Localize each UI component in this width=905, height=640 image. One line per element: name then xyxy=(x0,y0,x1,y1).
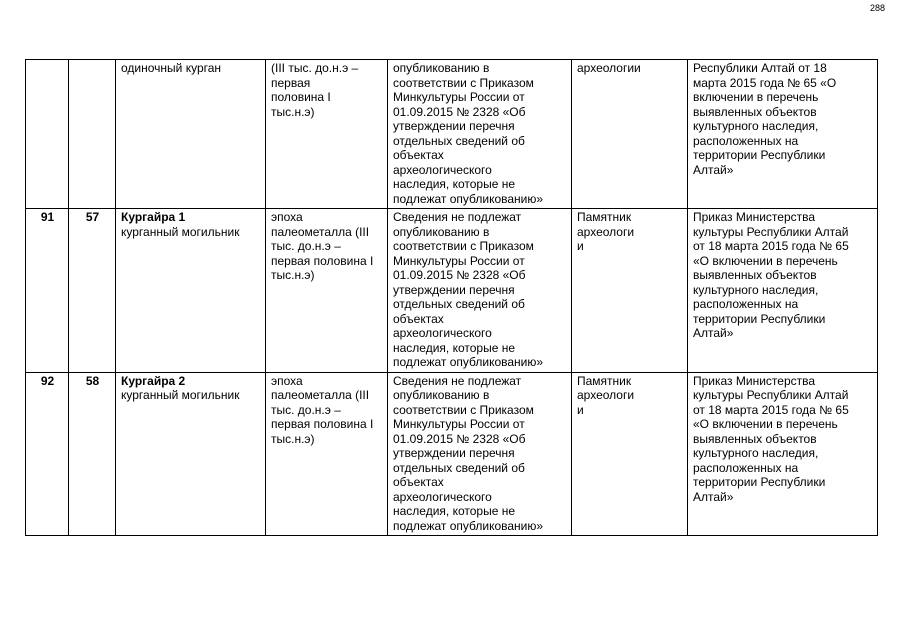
cell-category: археологии xyxy=(572,60,688,209)
cell-sub-number: 57 xyxy=(69,209,116,373)
cell-document: Приказ Министерства культуры Республики Алтай от 18 марта 2015 года № 65 «О включении в перечень выявленных объектов культурного наследия, расположенных на территории Республики Алтай» xyxy=(688,372,878,536)
heritage-registry-table xyxy=(25,59,878,536)
cell-dating: эпоха палеометалла (III тыс. до.н.э – первая половина I тыс.н.э) xyxy=(266,372,388,536)
cell-document: Приказ Министерства культуры Республики Алтай от 18 марта 2015 года № 65 «О включении в перечень выявленных объектов культурного наследия, расположенных на территории Республики Алтай» xyxy=(688,209,878,373)
table-row xyxy=(26,60,878,209)
cell-dating: эпоха палеометалла (III тыс. до.н.э – первая половина I тыс.н.э) xyxy=(266,209,388,373)
cell-category: Памятник археологи и xyxy=(572,209,688,373)
object-type: курганный могильник xyxy=(121,388,240,402)
object-title: Кургайра 1 xyxy=(121,210,186,224)
cell-document: Республики Алтай от 18 марта 2015 года № 65 «О включении в перечень выявленных объектов культурного наследия, расположенных на территории Республики Алтай» xyxy=(688,60,878,209)
cell-location-info: Сведения не подлежат опубликованию в соответствии с Приказом Минкультуры России от 01.09.2015 № 2328 «Об утверждении перечня отдельных сведений об объектах археологического наследия, которые не подлежат опубликованию» xyxy=(388,372,572,536)
table-row xyxy=(26,372,878,536)
object-type: курганный могильник xyxy=(121,224,240,239)
cell-location-info: опубликованию в соответствии с Приказом Минкультуры России от 01.09.2015 № 2328 «Об утверждении перечня отдельных сведений об объектах археологического наследия, которые не подлежат опубликованию» xyxy=(388,60,572,209)
cell-dating: (III тыс. до.н.э – первая половина I тыс.н.э) xyxy=(266,60,388,209)
cell-object-name xyxy=(116,209,266,373)
cell-sub-number: 58 xyxy=(69,372,116,536)
object-title: Кургайра 2 xyxy=(121,373,186,388)
cell-object-name xyxy=(116,372,266,536)
cell-location-info: Сведения не подлежат опубликованию в соответствии с Приказом Минкультуры России от 01.09.2015 № 2328 «Об утверждении перечня отдельных сведений об объектах археологического наследия, которые не подлежат опубликованию» xyxy=(388,209,572,373)
cell-number: 91 xyxy=(26,209,69,373)
cell-category: Памятник археологи и xyxy=(572,372,688,536)
cell-number xyxy=(26,60,69,209)
cell-object-name xyxy=(116,60,266,209)
registry-table-body xyxy=(26,60,878,536)
table-row xyxy=(26,209,878,373)
cell-sub-number xyxy=(69,60,116,209)
cell-number: 92 xyxy=(26,372,69,536)
page-number: 288 xyxy=(869,3,885,13)
object-type: одиночный курган xyxy=(121,61,222,75)
